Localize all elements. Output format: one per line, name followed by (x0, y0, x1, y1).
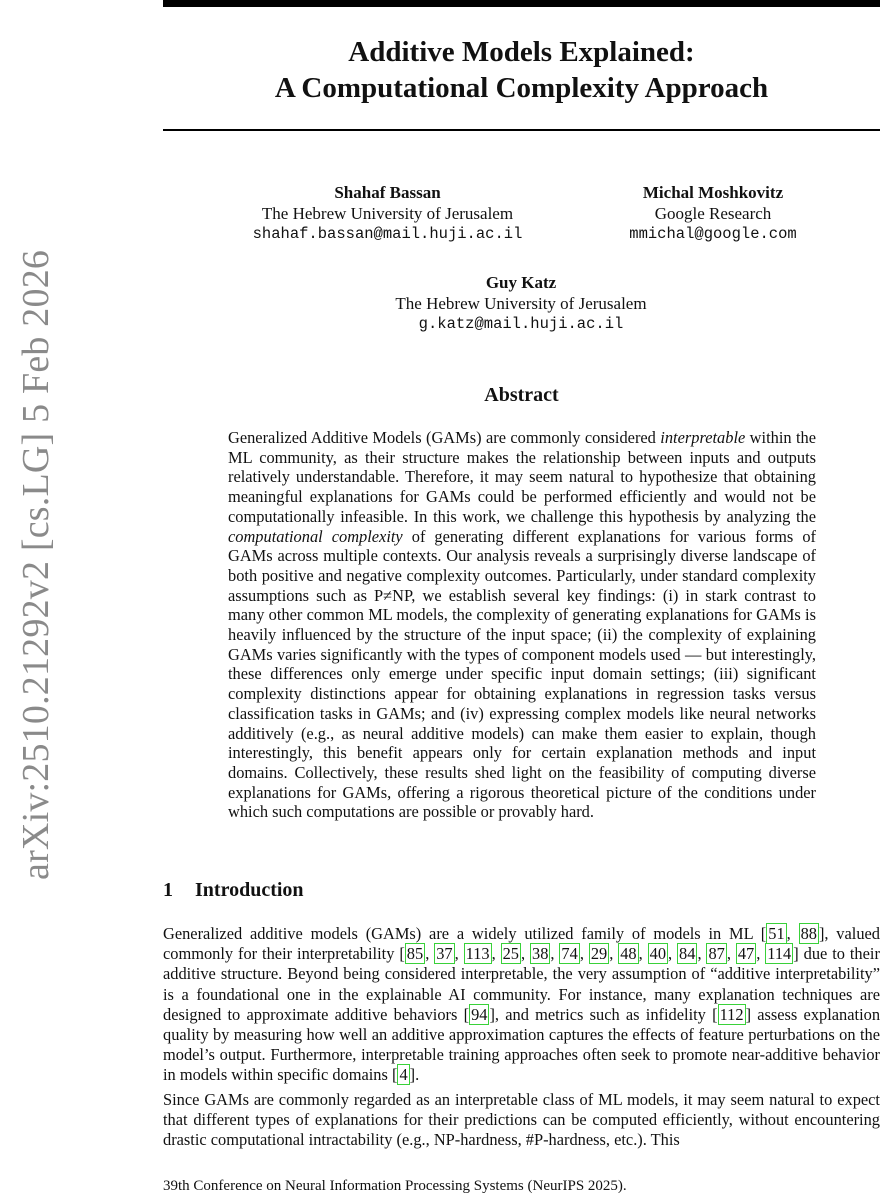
citation-link[interactable]: 29 (590, 944, 608, 964)
citation-link[interactable]: 47 (737, 944, 755, 964)
title-line-1: Additive Models Explained: (348, 36, 695, 68)
author-name: Michal Moshkovitz (642, 183, 784, 202)
author-block-1 (240, 183, 535, 245)
cite-group-2: 85 , 37 , 113 , 25 , 38 , 74 , 29 , 48 , 40 , 84 , 87 , 47 , 114 (406, 944, 792, 964)
citation-link[interactable]: 112 (719, 1004, 744, 1024)
citation-link[interactable]: 4 (399, 1065, 408, 1085)
author-block-2 (600, 183, 826, 245)
abstract-heading: Abstract (484, 384, 559, 406)
paper-title (163, 34, 880, 106)
author-email[interactable]: shahaf.bassan@mail.huji.ac.il (252, 225, 523, 243)
citation-link[interactable]: 37 (436, 944, 453, 964)
citation-link[interactable]: 94 (471, 1004, 488, 1024)
author-affiliation: The Hebrew University of Jerusalem (261, 203, 514, 223)
title-rule (163, 129, 880, 131)
abstract-text: Generalized Additive Models (GAMs) are commonly considered interpretable within the ML community, as their structure makes the relationship between inputs and outputs relatively understandable. Therefore, it may seem natural to hypothesize that obtaining meaningful explanations for GAMs could be performed efficiently and would not be computationally infeasible. In this work, we challenge this hypothesis by analyzing the computational complexity of generating different explanations for various forms of GAMs across multiple contexts. Our analysis reveals a surprisingly diverse landscape of both positive and negative complexity outcomes. Particularly, under standard complexity assumptions such as P≠NP, we establish several key findings: (i) in stark contrast to many other common ML models, the complexity of generating explanations for GAMs is heavily influenced by the structure of the input space; (ii) the complexity of explaining GAMs varies significantly with the types of component models used — but interestingly, these differences only emerge under specific input domain settings; (iii) significant complexity distinctions appear for obtaining explanations in regression tasks versus classification tasks in GAMs; and (iv) expressing complex models like neural networks additively (e.g., as neural additive models) can make them easier to explain, though interestingly, this benefit appears only for certain explanation methods and input domains. Collectively, these results shed light on the feasibility of computing diverse explanations for GAMs, offering a rigorous theoretical picture of the conditions under which such computations are possible or provably hard. (228, 428, 817, 822)
citation-link[interactable]: 87 (708, 944, 725, 964)
citation-link[interactable]: 113 (465, 944, 490, 964)
citation-link[interactable]: 88 (800, 924, 817, 943)
intro-paragraph-2: Since GAMs are commonly regarded as an interpretable class of ML models, it may seem natural to expect that different types of explanations for their predictions can be computed efficiently, without encountering drastic computational intractability (e.g., NP-hardness, #P-hardness, etc.). This (163, 1090, 880, 1150)
author-name: Shahaf Bassan (334, 183, 441, 202)
citation-link[interactable]: 74 (561, 944, 578, 964)
author-email[interactable]: g.katz@mail.huji.ac.il (418, 315, 624, 333)
section-heading (163, 879, 304, 902)
intro-paragraph-1: Generalized additive models (GAMs) are a widely utilized family of models in ML [ 51 , 88 ], valued commonly for their interpretability [ 85 , 37 , 113 , 25 , 38 , 74 , 29 , 48 , 40 , 84 , 87 , 47 , 114 ] due to their additive structure. Beyond being considered interpretable, the very assumption of “additive interpretability” is a foundational one in the explainable AI community. For instance, many explanation techniques are designed to approximate additive behaviors [ 94 ], and metrics such as infidelity [ 112 ] assess explanation quality by measuring how well an additive approximation captures the effects of feature perturbations on the model’s output. Furthermore, interpretable training approaches often seek to promote near-additive behavior in models within specific domains [ 4 ]. (163, 924, 881, 1085)
citation-link[interactable]: 114 (767, 944, 792, 964)
section-title: Introduction (195, 879, 304, 901)
section-number: 1 (163, 879, 173, 901)
author-block-3 (350, 273, 692, 335)
citation-link[interactable]: 51 (768, 924, 785, 943)
top-rule (163, 0, 880, 7)
citation-link[interactable]: 85 (406, 944, 424, 964)
citation-link[interactable]: 84 (679, 944, 696, 964)
title-line-2: A Computational Complexity Approach (274, 72, 769, 104)
author-email[interactable]: mmichal@google.com (629, 225, 797, 243)
author-affiliation: Google Research (654, 203, 772, 223)
arxiv-identifier[interactable]: arXiv:2510.21292v2 [cs.LG] 5 Feb 2026 (15, 249, 57, 880)
citation-link[interactable]: 25 (502, 944, 519, 964)
citation-link[interactable]: 38 (532, 944, 549, 964)
author-name: Guy Katz (485, 273, 557, 292)
author-affiliation: The Hebrew University of Jerusalem (395, 293, 647, 313)
citation-link[interactable]: 40 (649, 944, 667, 964)
citation-link[interactable]: 48 (620, 944, 637, 964)
conference-footer: 39th Conference on Neural Information Processing Systems (NeurIPS 2025). (163, 1178, 627, 1194)
cite-group-1: 51 , 88 (768, 924, 817, 943)
